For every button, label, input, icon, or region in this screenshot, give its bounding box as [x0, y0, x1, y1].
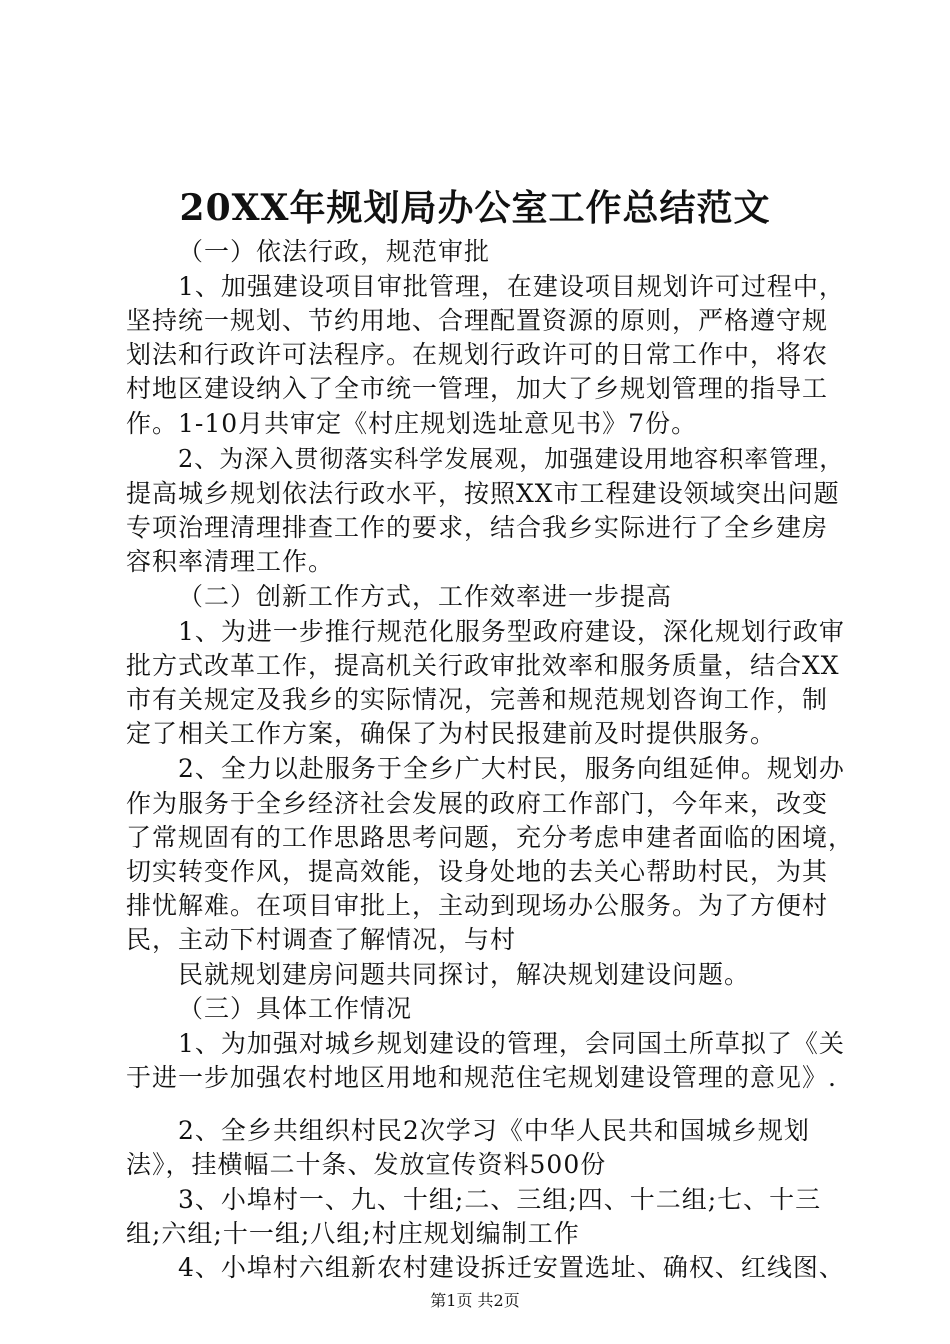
paragraph-line: 2、全乡共组织村民2次学习《中华人民共和国城乡规划: [178, 1116, 810, 1145]
paragraph-line: 3、小埠村一、九、十组;二、三组;四、十二组;七、十三: [178, 1185, 822, 1214]
document-title: 20XX年规划局办公室工作总结范文: [179, 187, 771, 229]
paragraph-line: 2、全力以赴服务于全乡广大村民，服务向组延伸。规划办: [178, 754, 845, 783]
paragraph-line: 作为服务于全乡经济社会发展的政府工作部门，今年来，改变: [126, 789, 829, 818]
paragraph-line: 坚持统一规划、节约用地、合理配置资源的原则，严格遵守规: [126, 306, 829, 335]
paragraph-line: 切实转变作风，提高效能，设身处地的去关心帮助村民，为其: [126, 857, 829, 886]
paragraph-line: 1、加强建设项目审批管理，在建设项目规划许可过程中，: [178, 272, 845, 301]
paragraph-line: 定了相关工作方案，确保了为村民报建前及时提供服务。: [126, 719, 777, 748]
paragraph-line: 批方式改革工作，提高机关行政审批效率和服务质量，结合XX: [126, 651, 840, 680]
paragraph-line: 作。1-10月共审定《村庄规划选址意见书》7份。: [126, 409, 698, 438]
section-heading-1: （一）依法行政，规范审批: [178, 237, 491, 266]
paragraph-line: 2、为深入贯彻落实科学发展观，加强建设用地容积率管理，: [178, 445, 845, 473]
paragraph-line: 1、为加强对城乡规划建设的管理，会同国土所草拟了《关: [178, 1029, 845, 1058]
paragraph-line: 村地区建设纳入了全市统一管理，加大了乡规划管理的指导工: [126, 374, 829, 403]
paragraph-line: 民，主动下村调查了解情况，与村: [126, 925, 517, 954]
section-heading-3: （三）具体工作情况: [178, 994, 413, 1023]
paragraph-line: 专项治理清理排查工作的要求，结合我乡实际进行了全乡建房: [126, 513, 829, 542]
paragraph-line: 法》，挂横幅二十条、发放宣传资料500份: [126, 1150, 607, 1179]
paragraph-line: 了常规固有的工作思路思考问题，充分考虑申建者面临的困境，: [126, 823, 855, 852]
paragraph-line: 1、为进一步推行规范化服务型政府建设，深化规划行政审: [178, 617, 845, 646]
paragraph-line: 民就规划建房问题共同探讨，解决规划建设问题。: [178, 960, 751, 989]
paragraph-line: 提高城乡规划依法行政水平，按照XX市工程建设领域突出问题: [126, 479, 840, 508]
section-heading-2: （二）创新工作方式，工作效率进一步提高: [178, 582, 673, 611]
paragraph-line: 于进一步加强农村地区用地和规范住宅规划建设管理的意见》.: [126, 1063, 837, 1092]
paragraph-line: 容积率清理工作。: [126, 547, 335, 576]
paragraph-line: 组;六组;十一组;八组;村庄规划编制工作: [126, 1219, 580, 1248]
paragraph-line: 市有关规定及我乡的实际情况，完善和规范规划咨询工作，制: [126, 685, 829, 714]
paragraph-line: 排忧解难。在项目审批上，主动到现场办公服务。为了方便村: [126, 891, 829, 920]
paragraph-line: 4、小埠村六组新农村建设拆迁安置选址、确权、红线图、: [178, 1253, 845, 1282]
page-number: 第1页 共2页: [430, 1291, 520, 1310]
paragraph-line: 划法和行政许可法程序。在规划行政许可的日常工作中，将农: [126, 340, 829, 369]
